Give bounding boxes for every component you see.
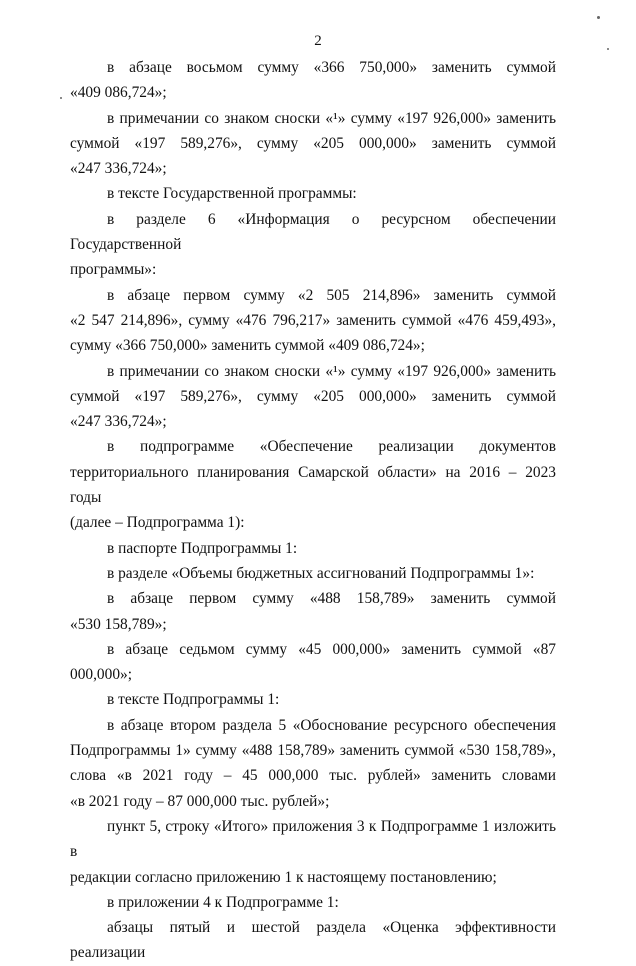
text-line: редакции согласно приложению 1 к настоящему постановлению;: [70, 868, 497, 886]
scan-speck: [60, 97, 62, 99]
text-line: в абзаце первом сумму «488 158,789» заменить суммой: [107, 590, 556, 608]
text-line: суммой «197 589,276», сумму «205 000,000» заменить суммой: [70, 134, 556, 152]
text-line: «2 547 214,896», сумму «476 796,217» заменить суммой «476 459,493»,: [70, 311, 556, 329]
scan-speck: [597, 16, 600, 19]
paragraph: [70, 687, 556, 712]
paragraph: [70, 106, 556, 182]
paragraph: [70, 283, 556, 359]
text-line: территориального планирования Самарской области» на 2016 – 2023 годы: [70, 463, 556, 507]
paragraph: [70, 181, 556, 206]
text-line: в паспорте Подпрограммы 1:: [107, 539, 298, 557]
text-line: в разделе «Объемы бюджетных ассигнований Подпрограммы 1»:: [107, 564, 535, 582]
document-body: [70, 55, 556, 966]
text-line: абзацы пятый и шестой раздела «Оценка эффективности реализации: [70, 919, 556, 962]
text-line: в абзаце седьмом сумму «45 000,000» заменить суммой «87 000,000»;: [70, 640, 556, 684]
text-line: пункт 5, строку «Итого» приложения 3 к Подпрограмме 1 изложить в: [70, 817, 556, 861]
paragraph: [70, 890, 556, 915]
text-line: в абзаце восьмом сумму «366 750,000» заменить суммой: [107, 59, 556, 76]
paragraph: [70, 55, 556, 106]
text-line: «409 086,724»;: [70, 84, 167, 102]
text-line: в примечании со знаком сноски «¹» сумму «197 926,000» заменить: [107, 109, 556, 127]
paragraph: [70, 536, 556, 561]
text-line: в абзаце втором раздела 5 «Обоснование ресурсного обеспечения: [107, 716, 556, 734]
text-line: (далее – Подпрограмма 1):: [70, 514, 245, 532]
paragraph: [70, 359, 556, 435]
text-line: в приложении 4 к Подпрограмме 1:: [107, 893, 339, 911]
text-line: Подпрограммы 1» сумму «488 158,789» заменить суммой «530 158,789»,: [70, 742, 556, 760]
paragraph: [70, 713, 556, 814]
text-line: «247 336,724»;: [70, 160, 167, 178]
text-line: суммой «197 589,276», сумму «205 000,000» заменить суммой: [70, 387, 556, 405]
text-line: слова «в 2021 году – 45 000,000 тыс. рублей» заменить словами: [70, 767, 556, 785]
text-line: «247 336,724»;: [70, 413, 167, 431]
text-line: в примечании со знаком сноски «¹» сумму «197 926,000» заменить: [107, 362, 556, 380]
paragraph: [70, 637, 556, 688]
text-line: «в 2021 году – 87 000,000 тыс. рублей»;: [70, 792, 330, 810]
text-line: «530 158,789»;: [70, 615, 167, 633]
text-line: в тексте Подпрограммы 1:: [107, 691, 280, 709]
page-number: 2: [314, 33, 322, 49]
text-line: сумму «366 750,000» заменить суммой «409 086,724»;: [70, 337, 425, 355]
paragraph: [70, 561, 556, 586]
paragraph: [70, 207, 556, 283]
text-line: в подпрограмме «Обеспечение реализации документов: [107, 438, 556, 456]
paragraph: [70, 814, 556, 890]
paragraph: [70, 915, 556, 966]
paragraph: [70, 434, 556, 535]
text-line: в абзаце первом сумму «2 505 214,896» заменить суммой: [107, 286, 556, 304]
text-line: в разделе 6 «Информация о ресурсном обеспечении Государственной: [70, 210, 556, 254]
text-line: в тексте Государственной программы:: [107, 185, 357, 203]
paragraph: [70, 586, 556, 637]
text-line: программы»:: [70, 261, 157, 279]
scan-speck: [607, 48, 609, 50]
